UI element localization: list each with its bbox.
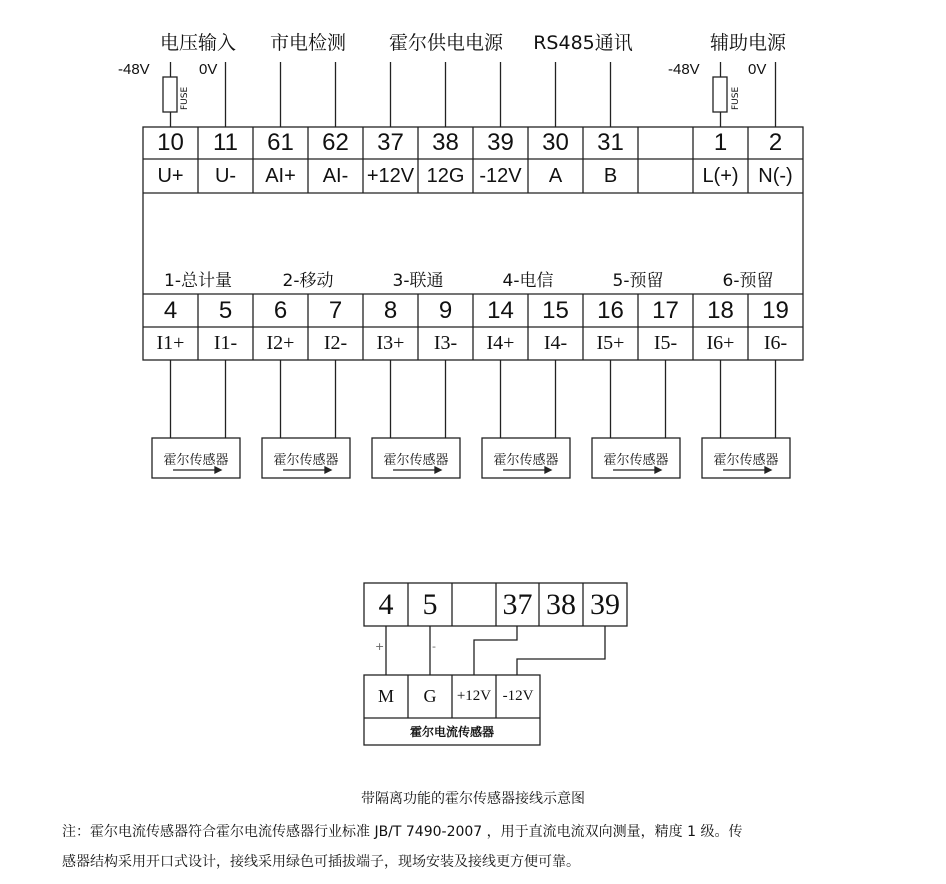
bottom-terminal-signal: I1-: [213, 332, 238, 354]
bottom-terminal-signal: I1+: [156, 332, 185, 354]
bottom-terminal-number: 15: [542, 296, 569, 324]
bottom-terminal-number: 9: [438, 296, 453, 324]
header-rs485: RS485通讯: [533, 32, 633, 54]
header-aux-power: 辅助电源: [709, 32, 787, 54]
hall-current-sensor-label: 霍尔电流传感器: [409, 725, 494, 739]
bottom-terminal-number: 14: [487, 296, 514, 324]
fuse-icon: FUSE: [731, 86, 741, 110]
hall-sensor-label: 霍尔传感器: [603, 453, 669, 468]
top-terminal-signal: 12G: [426, 164, 465, 187]
bottom-terminal-signal: I3-: [433, 332, 458, 354]
channel-group-label: 2-移动: [282, 271, 334, 291]
bottom-terminal-number: 17: [652, 296, 679, 324]
bottom-terminal-signal: I2+: [266, 332, 295, 354]
bottom-terminal-signal: I5+: [596, 332, 625, 354]
channel-group-label: 5-预留: [612, 271, 664, 291]
bottom-terminal-signal: I5-: [653, 332, 678, 354]
bottom-terminal-number: 6: [273, 296, 288, 324]
top-terminal-number: 30: [542, 129, 569, 156]
top-terminal-number: 61: [267, 129, 294, 156]
header-hall-power: 霍尔供电电源: [388, 32, 504, 54]
top-terminal-signal: L(+): [702, 164, 739, 187]
hall-sensor-label: 霍尔传感器: [493, 453, 559, 468]
label-neg48v-aux: -48V: [668, 61, 700, 78]
top-terminal-signal: N(-): [758, 164, 793, 187]
pin-plus12v: +12V: [456, 688, 492, 704]
top-terminal-signal: +12V: [366, 164, 415, 187]
bottom-terminal-signal: I6-: [763, 332, 788, 354]
top-terminal-signal: U+: [157, 164, 184, 187]
iso-terminal-5: 5: [422, 587, 438, 621]
iso-terminal-38: 38: [546, 587, 576, 621]
hall-sensor-label: 霍尔传感器: [383, 453, 449, 468]
fuse-icon: FUSE: [180, 86, 190, 110]
pin-g: G: [423, 686, 437, 706]
label-0v: 0V: [199, 61, 218, 78]
top-terminal-signal: U-: [214, 164, 237, 187]
top-terminal-number: 62: [322, 129, 349, 156]
top-terminal-signal: -12V: [479, 164, 522, 187]
header-mains-detect: 市电检测: [269, 32, 347, 54]
top-terminal-number: 37: [377, 129, 404, 156]
pin-m: M: [377, 686, 394, 706]
bottom-terminal-number: 7: [328, 296, 343, 324]
bottom-terminal-signal: I3+: [376, 332, 405, 354]
note-line-2: 感器结构采用开口式设计，接线采用绿色可插拔端子，现场安装及接线更方便可靠。: [62, 854, 580, 870]
iso-terminal-39: 39: [590, 587, 620, 621]
channel-group-label: 6-预留: [722, 271, 774, 291]
bottom-terminal-signal: I6+: [706, 332, 735, 354]
top-terminal-number: 31: [597, 129, 624, 156]
bottom-terminal-number: 5: [218, 296, 233, 324]
top-terminal-signal: A: [548, 164, 563, 187]
minus-sign: -: [432, 640, 436, 653]
iso-terminal-37: 37: [502, 587, 533, 621]
hall-sensor-label: 霍尔传感器: [273, 453, 339, 468]
diagram-caption: 带隔离功能的霍尔传感器接线示意图: [361, 791, 585, 807]
bottom-terminal-signal: I2-: [323, 332, 348, 354]
bottom-terminal-signal: I4-: [543, 332, 568, 354]
bottom-terminal-number: 8: [383, 296, 398, 324]
top-terminal-number: 38: [432, 129, 459, 156]
header-voltage-input: 电压输入: [159, 32, 237, 54]
bottom-terminal-number: 18: [707, 296, 734, 324]
bottom-terminal-number: 16: [597, 296, 624, 324]
note-line-1: 注：霍尔电流传感器符合霍尔电流传感器行业标准 JB/T 7490-2007 ，用于直流电流双向测量，精度 1 级。传: [62, 824, 743, 840]
channel-group-label: 3-联通: [392, 271, 444, 291]
hall-sensor-label: 霍尔传感器: [713, 453, 779, 468]
label-neg48v: -48V: [118, 61, 150, 78]
top-terminal-number: 11: [213, 129, 238, 156]
top-terminal-number: 39: [487, 129, 514, 156]
channel-group-label: 1-总计量: [164, 271, 232, 291]
plus-sign: +: [375, 640, 385, 653]
top-terminal-number: 10: [157, 129, 184, 156]
bottom-terminal-number: 4: [163, 296, 178, 324]
top-terminal-signal: AI-: [322, 164, 349, 187]
top-terminal-signal: AI+: [265, 164, 296, 187]
top-terminal-number: [638, 127, 693, 159]
top-terminal-signal: B: [603, 164, 618, 187]
bottom-terminal-signal: I4+: [486, 332, 515, 354]
label-0v-aux: 0V: [748, 61, 767, 78]
pin-minus12v: -12V: [502, 688, 534, 704]
hall-sensor-label: 霍尔传感器: [163, 453, 229, 468]
top-terminal-number: 1: [713, 129, 728, 156]
iso-terminal-4: 4: [378, 587, 394, 621]
top-terminal-number: 2: [768, 129, 783, 156]
top-terminal-signal: [638, 159, 693, 193]
bottom-terminal-number: 19: [762, 296, 789, 324]
channel-group-label: 4-电信: [502, 271, 554, 291]
